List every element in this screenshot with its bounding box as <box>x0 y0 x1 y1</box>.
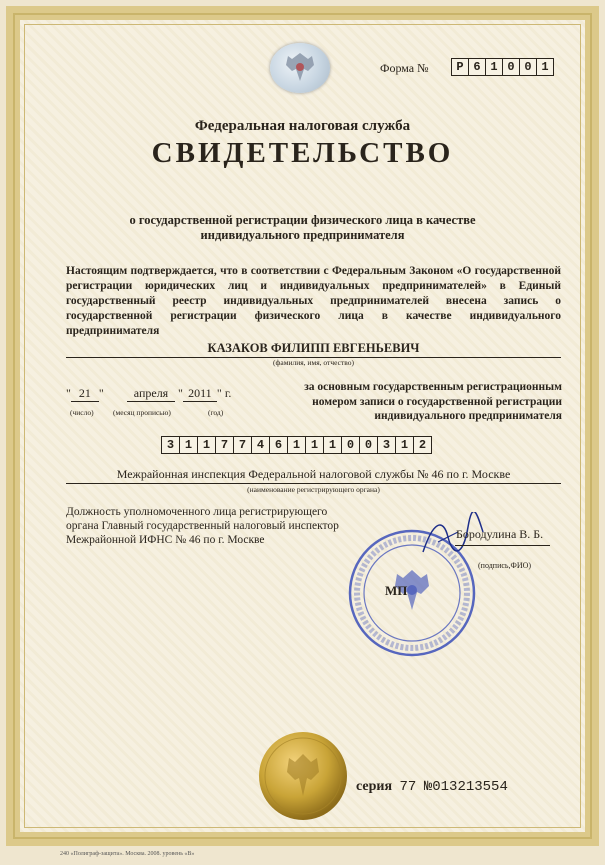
person-name: КАЗАКОВ ФИЛИПП ЕВГЕНЬЕВИЧ <box>66 341 561 358</box>
registration-number-digit: 1 <box>287 436 306 454</box>
inspection-caption: (наименование регистрирующего органа) <box>247 485 380 494</box>
form-label: Форма № <box>380 61 429 75</box>
confirmation-paragraph: Настоящим подтверждается, что в соответствии с Федеральным Законом «О государственной регистрации юридических лиц и индивидуальных предпринимателей» в Единый государственный реестр индивидуальных предпринимателей внесена запись о государственной регистрации физического лица в качестве индивидуального предпринимателя <box>66 265 561 337</box>
form-code <box>452 58 554 76</box>
signature-caption: (подпись,ФИО) <box>478 561 532 570</box>
registration-text: за основным государственным регистрационным номером записи о государственной регистрации индивидуального предпринимателя <box>304 381 562 422</box>
signature-line <box>455 545 550 546</box>
person-name-caption: (фамилия, имя, отчество) <box>273 358 354 367</box>
subtitle: о государственной регистрации физического лица в качестве индивидуального предпринимателя <box>129 213 476 242</box>
form-code-char: 0 <box>519 58 537 76</box>
official-position: Должность уполномоченного лица регистрирующего органа Главный государственный налоговый инспектор Межрайонной ИФНС № 46 по г. Москве <box>66 506 339 546</box>
gold-seal <box>257 730 349 822</box>
registration-number-digit: 3 <box>161 436 180 454</box>
page-title: СВИДЕТЕЛЬСТВО <box>151 137 454 169</box>
agency-name: Федеральная налоговая служба <box>194 118 411 134</box>
registration-number-digit: 7 <box>215 436 234 454</box>
series-number: №013213554 <box>423 779 508 795</box>
registration-number-digit: 7 <box>233 436 252 454</box>
printer-note: 240 «Полиграф-защита». Москва. 2008. уровень «В» <box>60 851 195 857</box>
stamp-mark: МП <box>385 583 408 598</box>
registration-number-digit: 0 <box>341 436 360 454</box>
date-month-caption: (месяц прописью) <box>113 408 171 417</box>
registration-number-digit: 2 <box>413 436 432 454</box>
registration-number <box>162 436 432 454</box>
form-code-char: 6 <box>468 58 486 76</box>
date-month <box>127 386 175 402</box>
inspection-name: Межрайонная инспекция Федеральной налоговой службы № 46 по г. Москве <box>66 467 561 484</box>
date-year-suffix: г. <box>224 386 232 400</box>
registration-number-digit: 3 <box>377 436 396 454</box>
form-code-char: 1 <box>536 58 554 76</box>
form-code-char: Р <box>451 58 469 76</box>
date-year: " 2011 " г. <box>178 386 232 400</box>
registration-number-digit: 4 <box>251 436 270 454</box>
date-day-value: 21 <box>71 386 99 402</box>
registration-number-digit: 1 <box>305 436 324 454</box>
registration-number-digit: 6 <box>269 436 288 454</box>
registration-number-digit: 1 <box>323 436 342 454</box>
series-label: серия <box>356 779 393 794</box>
russian-emblem-icon <box>270 43 330 93</box>
series-block <box>356 779 508 795</box>
form-code-char: 1 <box>485 58 503 76</box>
date-year-value: 2011 <box>183 386 217 402</box>
date-month-value: апреля <box>127 386 175 402</box>
registration-number-digit: 1 <box>395 436 414 454</box>
signer-name: Бородулина В. Б. <box>456 527 544 541</box>
registration-number-digit: 0 <box>359 436 378 454</box>
date-year-caption: (год) <box>208 408 224 417</box>
date-day: " 21 " <box>66 386 104 400</box>
date-day-caption: (число) <box>70 408 94 417</box>
registration-number-digit: 1 <box>179 436 198 454</box>
series-code: 77 <box>399 779 417 795</box>
registration-number-digit: 1 <box>197 436 216 454</box>
form-code-char: 0 <box>502 58 520 76</box>
